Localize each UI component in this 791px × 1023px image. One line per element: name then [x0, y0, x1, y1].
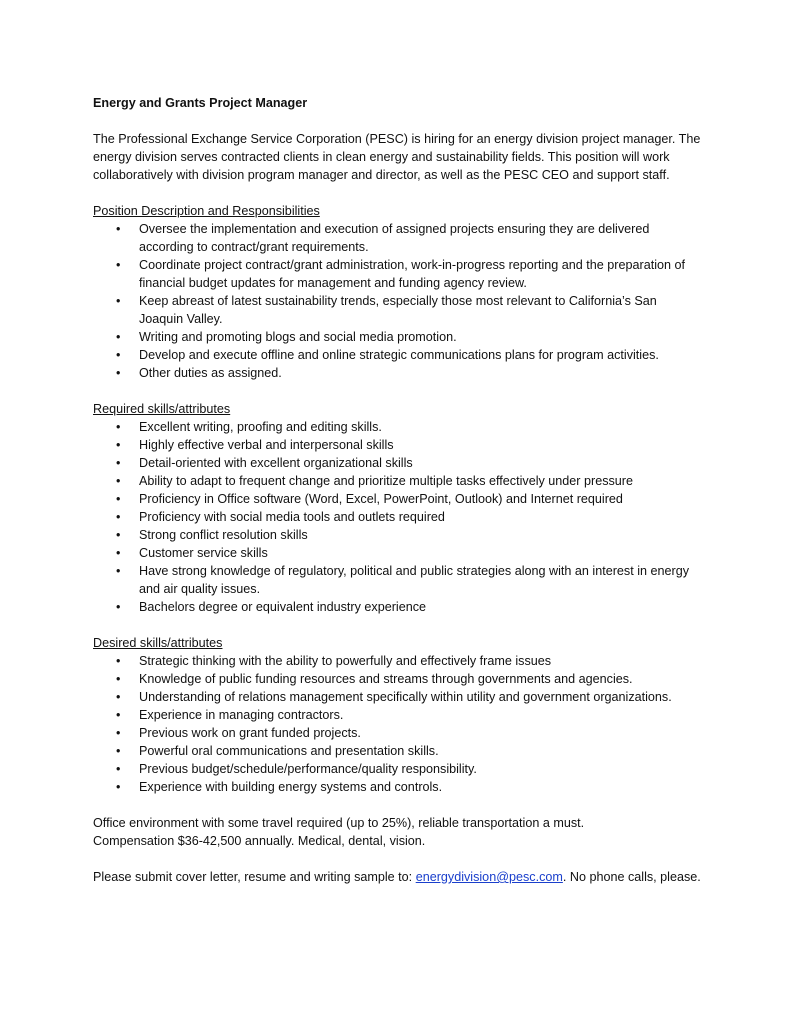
intro-paragraph: The Professional Exchange Service Corporation (PESC) is hiring for an energy division project manager. The energy division serves contracted clients in clean energy and sustainability fields. This position will work collaboratively with division program manager and director, as well as the PESC CEO and support staff.: [93, 132, 701, 182]
list-item: • Have strong knowledge of regulatory, political and public strategies along with an interest in energy and air quality issues.: [116, 564, 690, 596]
list-item: • Customer service skills: [116, 546, 268, 560]
job-title: Energy and Grants Project Manager: [93, 96, 308, 110]
contact-prefix: Please submit cover letter, resume and writing sample to:: [93, 870, 416, 884]
bullet-icon: •: [116, 330, 121, 344]
bullet-icon: •: [116, 546, 121, 560]
bullet-icon: •: [116, 744, 121, 758]
list-item: • Strategic thinking with the ability to powerfully and effectively frame issues: [116, 654, 552, 668]
list-item: • Highly effective verbal and interpersonal skills: [116, 438, 394, 452]
bullet-icon: •: [116, 456, 121, 470]
list-item: • Previous budget/schedule/performance/quality responsibility.: [116, 762, 477, 776]
section-heading-required: Required skills/attributes: [93, 402, 231, 416]
bullet-icon: •: [116, 366, 121, 380]
bullet-icon: •: [116, 474, 121, 488]
list-item: • Develop and execute offline and online strategic communications plans for program activities.: [116, 348, 659, 362]
document-page: [93, 94, 703, 904]
section-heading-responsibilities: Position Description and Responsibilities: [93, 204, 320, 218]
bullet-icon: •: [116, 762, 121, 776]
list-item: • Other duties as assigned.: [116, 366, 282, 380]
bullet-icon: •: [116, 528, 121, 542]
bullet-icon: •: [116, 690, 121, 704]
bullet-icon: •: [116, 600, 121, 614]
environment-paragraph: [93, 814, 703, 850]
bullet-icon: •: [116, 438, 121, 452]
list-item: • Powerful oral communications and presentation skills.: [116, 744, 439, 758]
contact-suffix: . No phone calls, please.: [562, 870, 701, 884]
list-item: • Oversee the implementation and execution of assigned projects ensuring they are delivered according to contract/grant requirements.: [116, 222, 650, 254]
bullet-icon: •: [116, 420, 121, 434]
section-heading-desired: Desired skills/attributes: [93, 636, 223, 650]
list-desired-skills: [93, 652, 703, 796]
list-item: • Excellent writing, proofing and editing skills.: [116, 420, 382, 434]
list-item: • Bachelors degree or equivalent industry experience: [116, 600, 427, 614]
list-item: • Detail-oriented with excellent organizational skills: [116, 456, 413, 470]
list-item: • Ability to adapt to frequent change and prioritize multiple tasks effectively under pressure: [116, 474, 633, 488]
section-desired-skills: [93, 634, 703, 796]
section-required-skills: [93, 400, 703, 616]
bullet-icon: •: [116, 780, 121, 794]
environment-line: Office environment with some travel required (up to 25%), reliable transportation a must.: [93, 816, 585, 830]
bullet-icon: •: [116, 708, 121, 722]
list-item: • Understanding of relations management specifically within utility and government organizations.: [116, 690, 672, 704]
bullet-icon: •: [116, 222, 121, 236]
list-required-skills: [93, 418, 703, 616]
list-item: • Knowledge of public funding resources and streams through governments and agencies.: [116, 672, 633, 686]
list-responsibilities: [93, 220, 703, 382]
bullet-icon: •: [116, 258, 121, 272]
list-item: • Experience in managing contractors.: [116, 708, 344, 722]
bullet-icon: •: [116, 294, 121, 308]
list-item: • Experience with building energy systems and controls.: [116, 780, 443, 794]
list-item: • Coordinate project contract/grant administration, work-in-progress reporting and the preparation of financial budget updates for management and funding agency review.: [116, 258, 686, 290]
list-item: • Writing and promoting blogs and social media promotion.: [116, 330, 457, 344]
bullet-icon: •: [116, 672, 121, 686]
contact-paragraph: [93, 868, 703, 886]
compensation-line: Compensation $36-42,500 annually. Medical, dental, vision.: [93, 834, 426, 848]
list-item: • Previous work on grant funded projects.: [116, 726, 361, 740]
list-item: • Strong conflict resolution skills: [116, 528, 308, 542]
bullet-icon: •: [116, 564, 121, 578]
section-responsibilities: [93, 202, 703, 382]
list-item: • Proficiency with social media tools and outlets required: [116, 510, 445, 524]
bullet-icon: •: [116, 726, 121, 740]
bullet-icon: •: [116, 654, 121, 668]
bullet-icon: •: [116, 492, 121, 506]
email-link[interactable]: energydivision@pesc.com: [415, 870, 563, 884]
bullet-icon: •: [116, 510, 121, 524]
list-item: • Proficiency in Office software (Word, Excel, PowerPoint, Outlook) and Internet required: [116, 492, 623, 506]
bullet-icon: •: [116, 348, 121, 362]
list-item: • Keep abreast of latest sustainability trends, especially those most relevant to California’s San Joaquin Valley.: [116, 294, 657, 326]
